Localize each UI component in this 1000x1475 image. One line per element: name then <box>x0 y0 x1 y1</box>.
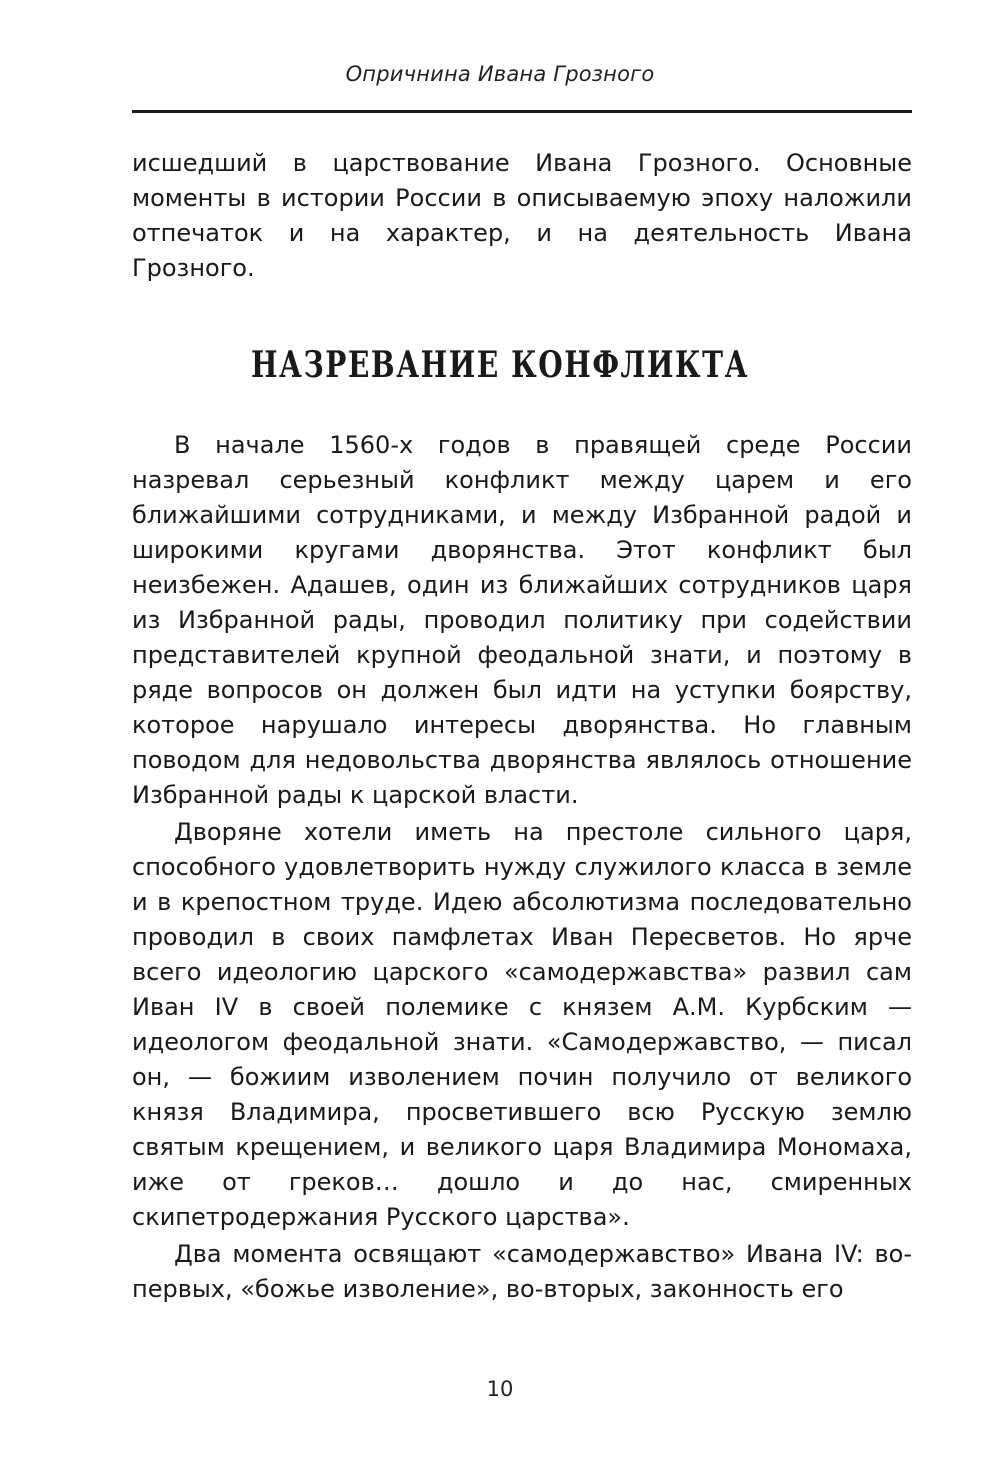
page-number: 10 <box>486 1377 514 1401</box>
body-paragraph-1: В начале 1560-х годов в правящей среде России назревал серьезный конфликт между царем и его ближайшими сотрудниками, и между Избранной радой и широкими кругами дворянства. Этот конфликт был неизбежен. Адашев, один из ближайших сотрудников царя из Избранной рады, проводил политику при содействии представителей крупной феодальной знати, и поэтому в ряде вопросов он должен был идти на уступки боярству, которое нарушало интересы дворянства. Но главным поводом для недовольства дворянства являлось отношение Избранной рады к царской власти. <box>132 431 912 809</box>
header-rule <box>132 110 912 113</box>
intro-paragraph: исшедший в царствование Ивана Грозного. Основные моменты в истории России в описываемую эпоху наложили отпечаток и на характер, и на деятельность Ивана Грозного. <box>132 149 912 282</box>
running-title: Опричнина Ивана Грозного <box>345 62 655 86</box>
body-paragraph-3: Два момента освящают «самодержавство» Ивана IV: во-первых, «божье изволение», во-вторых, законность его <box>132 1240 912 1303</box>
body-paragraph-2: Дворяне хотели иметь на престоле сильного царя, способного удовлетворить нужду служилого класса в земле и в крепостном труде. Идею абсолютизма последовательно проводил в своих памфлетах Иван Пересветов. Но ярче всего идеологию царского «самодержавства» развил сам Иван IV в своей полемике с князем А.М. Курбским — идеологом феодальной знати. «Самодержавство, — писал он, — божиим изволением почин получило от великого князя Владимира, просветившего всю Русскую землю святым крещением, и великого царя Владимира Мономаха, иже от греков… дошло и до нас, смиренных скипетродержания Русского царства». <box>132 818 912 1231</box>
section-body <box>132 428 912 1309</box>
intro-block <box>132 146 912 286</box>
section-title: НАЗРЕВАНИЕ КОНФЛИКТА <box>250 344 750 386</box>
